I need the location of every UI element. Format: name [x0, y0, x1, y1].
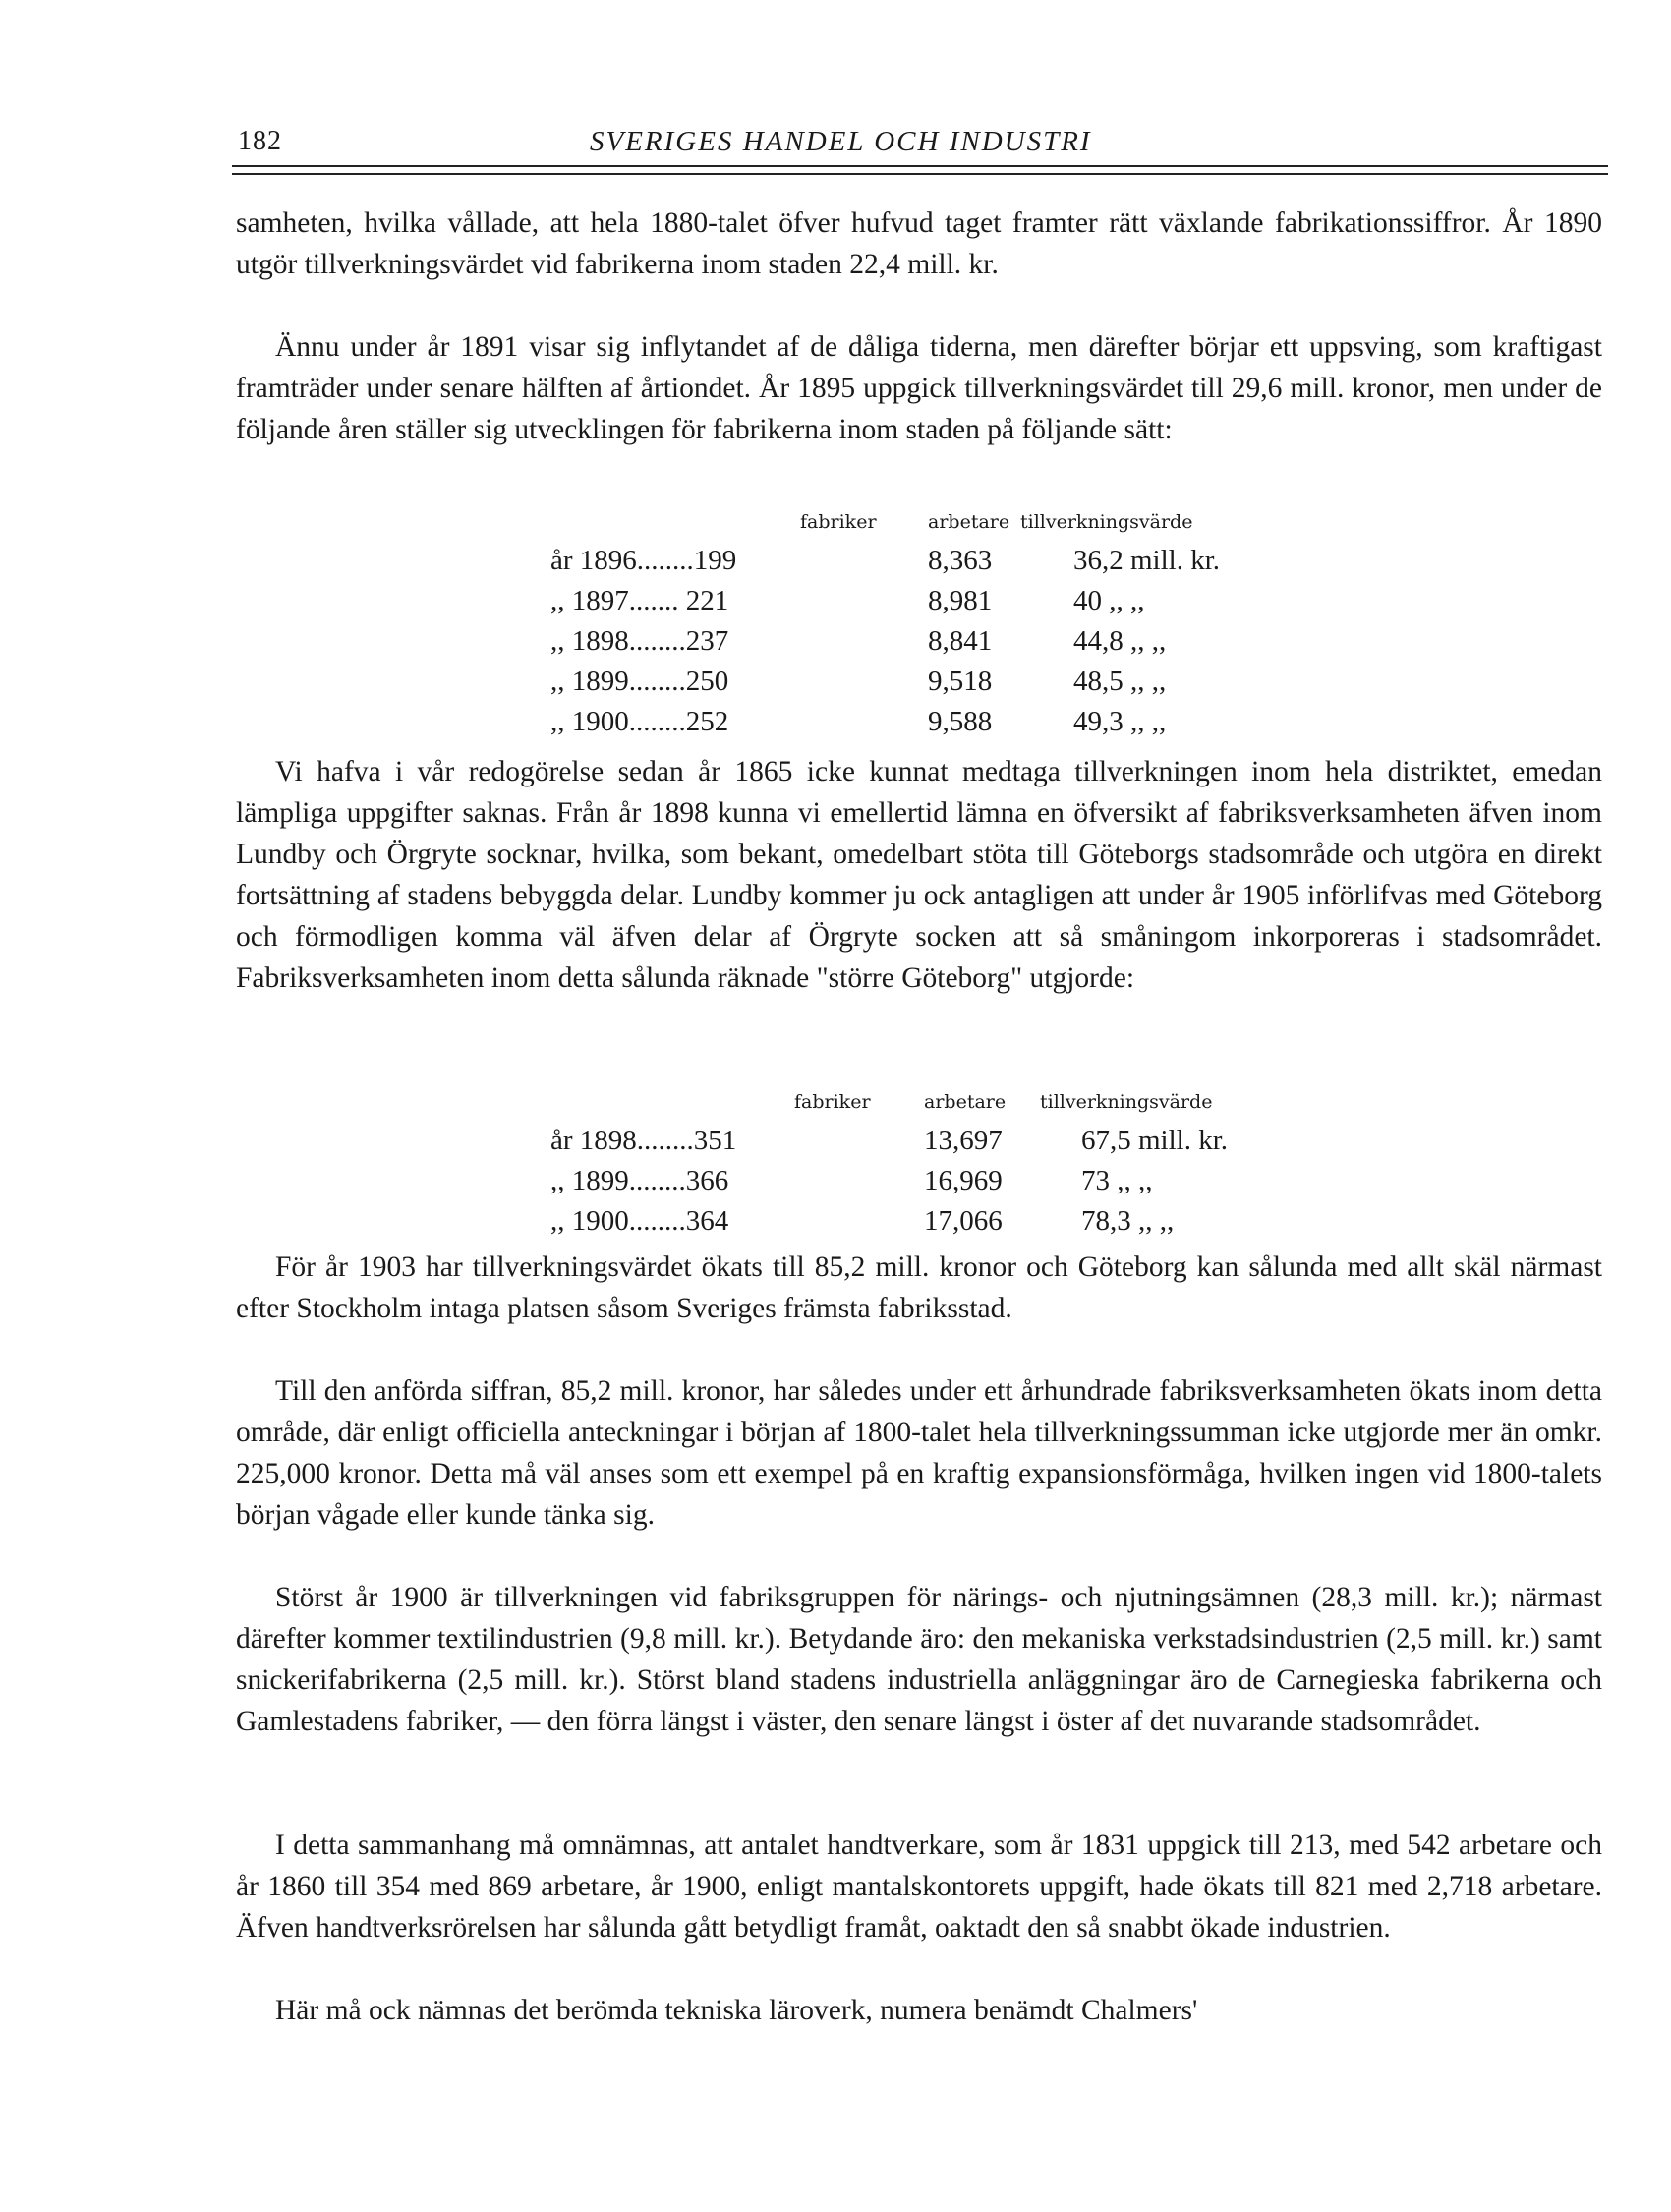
row-arbetare: 17,066	[924, 1205, 1003, 1237]
table-greater-goteborg	[550, 1091, 1297, 1249]
row-varde: 73 ,, ,,	[1081, 1165, 1153, 1196]
col-header-arbetare: arbetare	[928, 511, 1010, 533]
row-year-fabriker: år 1896........199	[550, 545, 737, 576]
table-city-factories	[550, 511, 1297, 747]
paragraph-largest-1900: Störst år 1900 är tillverkningen vid fabriksgruppen för närings- och njutningsämnen (28,3 mill. kr.); närmast därefter kommer textilindustrien (9,8 mill. kr.). Betydande äro: den mekaniska verkstadsindustrien (2,5 mill. kr.) samt snickerifabrikerna (2,5 mill. kr.). Störst bland stadens industriella anläggningar äro de Carnegieska fabrikerna och Gamlestadens fabriker, — den förra längst i väster, den senare längst i öster af det nuvarande stadsområdet.	[236, 1582, 1602, 1737]
row-varde: 67,5 mill. kr.	[1081, 1125, 1229, 1156]
row-arbetare: 16,969	[924, 1165, 1003, 1196]
col-header-fabriker: fabriker	[794, 1091, 871, 1113]
paragraph-continuation: samheten, hvilka vållade, att hela 1880-talet öfver hufvud taget framter rätt växlande fabrikationssiffror. År 1890 utgör tillverkningsvärdet vid fabrikerna inom staden 22,4 mill. kr.	[236, 207, 1602, 280]
row-varde: 36,2 mill. kr.	[1073, 545, 1221, 576]
paragraph-1891: Ännu under år 1891 visar sig inflytandet af de dåliga tiderna, men därefter börjar ett uppsving, som kraftigast framträder under senare hälften af årtiondet. År 1895 uppgick tillverkningsvärdet till 29,6 mill. kronor, men under de följande åren ställer sig utvecklingen för fabrikerna inom staden på följande sätt:	[236, 331, 1602, 445]
row-varde: 78,3 ,, ,,	[1081, 1205, 1175, 1237]
row-arbetare: 13,697	[924, 1125, 1003, 1156]
row-year-fabriker: ,, 1900........252	[550, 706, 729, 737]
running-title: SVERIGES HANDEL OCH INDUSTRI	[590, 126, 1092, 157]
row-arbetare: 8,981	[928, 585, 993, 616]
col-header-fabriker: fabriker	[800, 511, 877, 533]
row-year-fabriker: ,, 1898........237	[550, 625, 729, 657]
col-header-varde: tillverkningsvärde	[1040, 1091, 1213, 1113]
row-year-fabriker: ,, 1899........250	[550, 666, 729, 697]
row-year-fabriker: år 1898........351	[550, 1125, 737, 1156]
col-header-varde: tillverkningsvärde	[1020, 511, 1193, 533]
row-varde: 40 ,, ,,	[1073, 585, 1145, 616]
paragraph-chalmers: Här må ock nämnas det berömda tekniska läroverk, numera benämdt Chalmers'	[275, 1995, 1198, 2026]
paragraph-century-growth: Till den anförda siffran, 85,2 mill. kronor, har således under ett århundrade fabriksverksamheten ökats inom detta område, där enligt officiella anteckningar i början af 1800-talet hela tillverkningssumman icke utgjorde mer än omkr. 225,000 kronor. Detta må väl anses som ett exempel på en kraftig expansionsförmåga, hvilken ingen vid 1800-talets början vågade eller kunde tänka sig.	[236, 1375, 1602, 1531]
row-varde: 48,5 ,, ,,	[1073, 666, 1167, 697]
running-header	[236, 126, 1607, 165]
paragraph-craftsmen: I detta sammanhang må omnämnas, att antalet handtverkare, som år 1831 uppgick till 213, med 542 arbetare och år 1860 till 354 med 869 arbetare, år 1900, enligt mantalskontorets uppgift, hade ökats till 821 med 2,718 arbetare. Äfven handtverksrörelsen har sålunda gått betydligt framåt, oaktadt den så snabbt ökade industrien.	[236, 1830, 1602, 1944]
row-year-fabriker: ,, 1899........366	[550, 1165, 729, 1196]
page-number: 182	[238, 126, 282, 156]
col-header-arbetare: arbetare	[924, 1091, 1007, 1113]
row-year-fabriker: ,, 1900........364	[550, 1205, 729, 1237]
header-rule-bottom	[232, 173, 1608, 175]
row-varde: 44,8 ,, ,,	[1073, 625, 1167, 657]
row-varde: 49,3 ,, ,,	[1073, 706, 1167, 737]
paragraph-1903: För år 1903 har tillverkningsvärdet ökats till 85,2 mill. kronor och Göteborg kan sålunda med allt skäl närmast efter Stockholm intaga platsen såsom Sveriges främsta fabriksstad.	[236, 1252, 1602, 1324]
row-arbetare: 8,841	[928, 625, 993, 657]
row-arbetare: 9,518	[928, 666, 993, 697]
row-year-fabriker: ,, 1897....... 221	[550, 585, 729, 616]
paragraph-greater-goteborg: Vi hafva i vår redogörelse sedan år 1865 icke kunnat medtaga tillverkningen inom hela distriktet, emedan lämpliga uppgifter saknas. Från år 1898 kunna vi emellertid lämna en öfversikt af fabriksverksamheten äfven inom Lundby och Örgryte socknar, hvilka, som bekant, omedelbart stöta till Göteborgs stadsområde och utgöra en direkt fortsättning af stadens bebyggda delar. Lundby kommer ju ock antagligen att under år 1905 införlifvas med Göteborg och förmodligen komma väl äfven delar af Örgryte socken att så småningom inkorporeras i stadsområdet. Fabriksverksamheten inom detta sålunda räknade "större Göteborg" utgjorde:	[236, 756, 1602, 994]
row-arbetare: 9,588	[928, 706, 993, 737]
header-rule-top	[232, 165, 1608, 167]
row-arbetare: 8,363	[928, 545, 993, 576]
